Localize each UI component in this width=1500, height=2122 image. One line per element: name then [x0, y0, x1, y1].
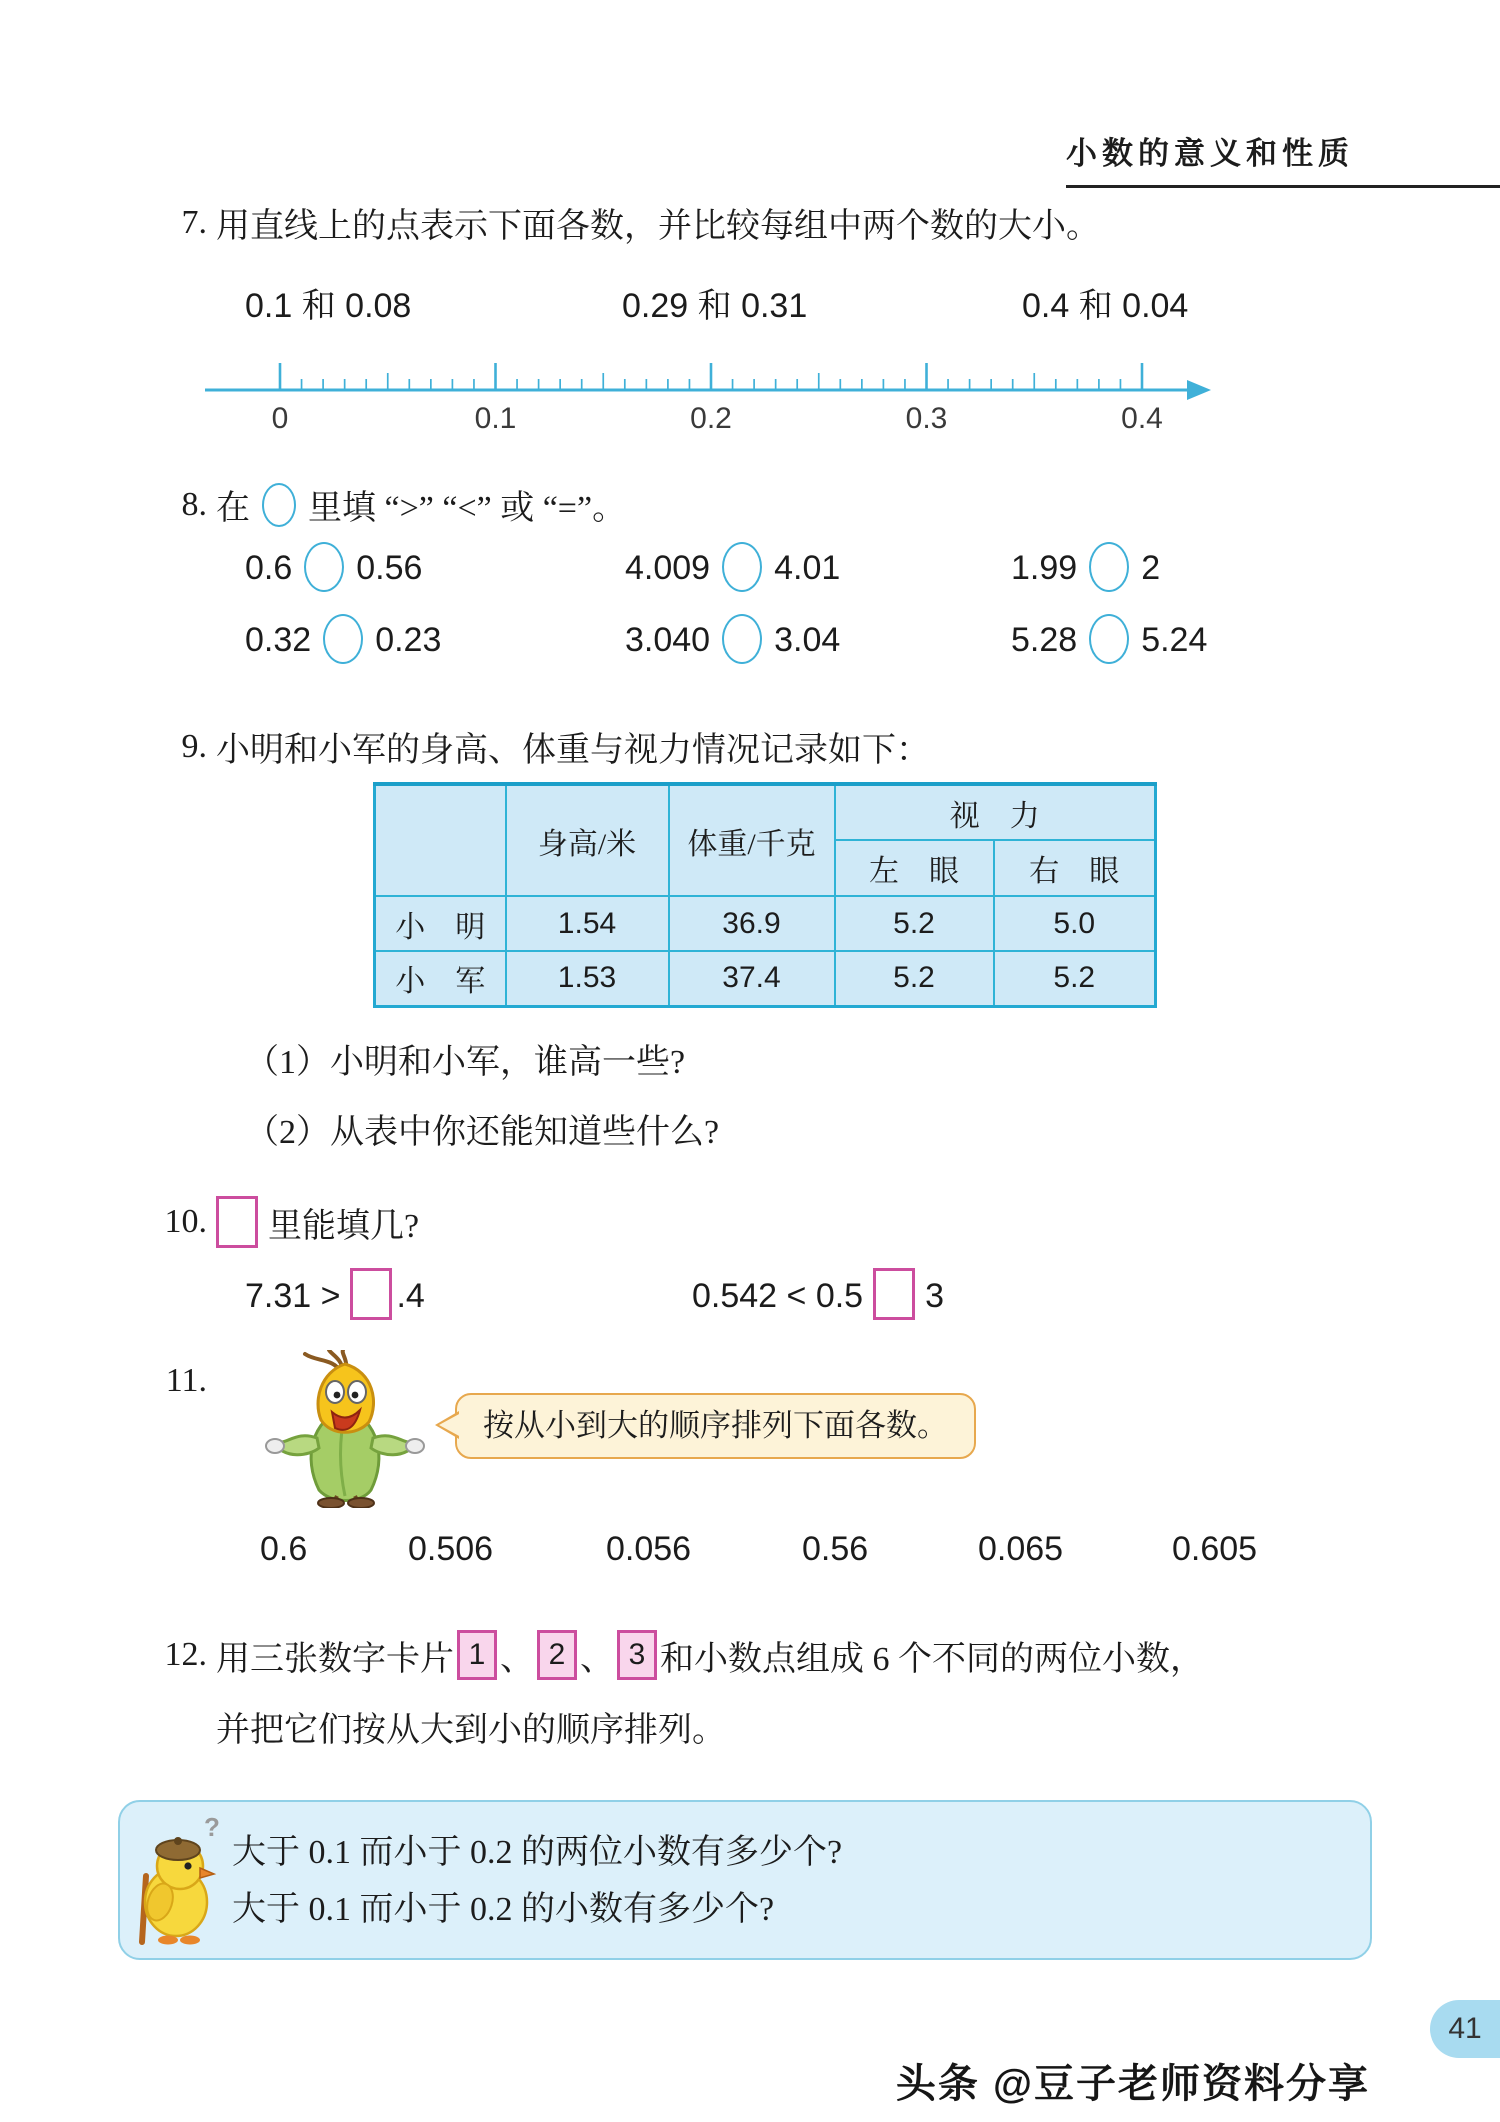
- circle-blank-icon: [262, 483, 296, 527]
- exercise-8-row-1: [245, 542, 1405, 594]
- table-corner-cell: [375, 784, 506, 896]
- separator: 、: [580, 1640, 614, 1678]
- tick-label-0_2: 0.2: [690, 402, 732, 435]
- exercise-9-number: 9.: [181, 727, 207, 765]
- blank-expression-2: 0.542 < 0.5 3: [692, 1268, 944, 1320]
- page-header-title: 小数的意义和性质: [1066, 136, 1354, 171]
- exercise-10-number: 10.: [164, 1203, 207, 1240]
- hint-box: [118, 1800, 1372, 1960]
- pair-1: 0.1 和 0.08: [245, 287, 412, 325]
- circle-blank-icon: [323, 614, 363, 664]
- exercise-7-number: 7.: [181, 203, 207, 241]
- page-header: [1066, 128, 1500, 188]
- right-eye-header: 右 眼: [994, 840, 1156, 896]
- comparison: 0.32 0.23: [245, 614, 441, 664]
- exercise-9-q2: （2）从表中你还能知道些什么?: [245, 1114, 720, 1151]
- blank-expression-1: 7.31 > .4: [245, 1268, 425, 1320]
- vision-header: 视 力: [835, 784, 1156, 840]
- weight-header: 体重/千克: [669, 784, 835, 896]
- pair-3: 0.4 和 0.04: [1022, 287, 1189, 325]
- exercise-9-text: 小明和小军的身高、体重与视力情况记录如下：: [216, 732, 930, 769]
- exercise-12-text-1: 用三张数字卡片: [216, 1640, 454, 1678]
- list-number: 0.6: [260, 1530, 308, 1568]
- corn-mascot-icon: [245, 1350, 445, 1513]
- separator: 、: [500, 1640, 534, 1678]
- comparison: 3.040 3.04: [625, 614, 840, 664]
- number-line: [205, 340, 1215, 441]
- circle-blank-icon: [1089, 542, 1129, 592]
- circle-blank-icon: [722, 614, 762, 664]
- exercise-12-text-2: 和小数点组成 6 个不同的两位小数，: [660, 1640, 1204, 1678]
- hint-text: [232, 1824, 842, 1938]
- circle-blank-icon: [722, 542, 762, 592]
- tick-label-0_3: 0.3: [905, 402, 948, 435]
- list-number: 0.605: [1172, 1530, 1258, 1568]
- tick-label-0: 0: [271, 402, 289, 435]
- circle-blank-icon: [304, 542, 344, 592]
- exercise-7-pairs: [0, 278, 1500, 325]
- table-row-xiaojun: 小 军 1.53 37.4 5.2 5.2: [375, 951, 1156, 1006]
- chick-mascot-icon: [130, 1814, 226, 1955]
- hint-line-2: 大于 0.1 而小于 0.2 的小数有多少个?: [232, 1891, 775, 1928]
- exercise-10-row: [245, 1268, 1345, 1320]
- exercise-12-number: 12.: [164, 1636, 207, 1673]
- watermark: 头条 @豆子老师资料分享: [895, 2062, 1370, 2106]
- comparison: 5.28 5.24: [1011, 614, 1207, 664]
- exercise-9-q1: （1）小明和小军，谁高一些?: [245, 1044, 686, 1081]
- pair-2: 0.29 和 0.31: [622, 287, 808, 325]
- arrow-icon: [1187, 380, 1211, 400]
- speech-bubble: [455, 1393, 976, 1459]
- left-eye-header: 左 眼: [835, 840, 994, 896]
- exercise-8-text-before: 在: [216, 490, 250, 527]
- list-number: 0.056: [606, 1530, 692, 1568]
- page-number-badge: [1430, 2000, 1500, 2058]
- exercise-12-title: [133, 1630, 1204, 1680]
- list-number: 0.506: [408, 1530, 494, 1568]
- page-number: 41: [1448, 2012, 1482, 2045]
- exercise-8-text-after: 里填 “>” “<” 或 “=”。: [308, 490, 627, 527]
- exercise-10-title: [133, 1196, 419, 1248]
- exercise-8-number: 8.: [181, 485, 207, 523]
- digit-card-1: 1: [457, 1630, 497, 1680]
- square-blank-icon: [350, 1268, 392, 1320]
- table-row-xiaoming: 小 明 1.54 36.9 5.2 5.0: [375, 896, 1156, 951]
- exercise-8-row-2: [245, 614, 1405, 666]
- list-number: 0.56: [802, 1530, 869, 1568]
- exercise-11-numbers: [0, 1530, 1500, 1576]
- list-number: 0.065: [978, 1530, 1064, 1568]
- exercise-11-title: [133, 1362, 216, 1400]
- comparison: 4.009 4.01: [625, 542, 840, 592]
- circle-blank-icon: [1089, 614, 1129, 664]
- svg-text:?: ?: [204, 1814, 220, 1842]
- exercise-7-text: 用直线上的点表示下面各数，并比较每组中两个数的大小。: [216, 208, 1100, 245]
- tick-label-0_4: 0.4: [1121, 402, 1163, 435]
- tick-label-0_1: 0.1: [474, 402, 517, 435]
- digit-card-2: 2: [537, 1630, 577, 1680]
- exercise-12-line-2: 并把它们按从大到小的顺序排列。: [216, 1712, 726, 1749]
- digit-card-3: 3: [617, 1630, 657, 1680]
- height-header: 身高/米: [506, 784, 669, 896]
- exercise-11-number: 11.: [165, 1362, 207, 1399]
- speech-bubble-text: 按从小到大的顺序排列下面各数。: [483, 1408, 948, 1443]
- comparison: 0.6 0.56: [245, 542, 422, 592]
- exercise-9-title: [133, 722, 930, 771]
- comparison: 1.99 2: [1011, 542, 1160, 592]
- hint-line-1: 大于 0.1 而小于 0.2 的两位小数有多少个?: [232, 1834, 843, 1871]
- exercise-8-title: [133, 480, 626, 529]
- exercise-7-title: [133, 198, 1100, 247]
- number-line-graphic: [205, 340, 1215, 436]
- vision-table: [373, 782, 1157, 1008]
- exercise-10-text: 里能填几?: [268, 1207, 420, 1245]
- square-blank-icon: [873, 1268, 915, 1320]
- square-blank-icon: [216, 1196, 258, 1248]
